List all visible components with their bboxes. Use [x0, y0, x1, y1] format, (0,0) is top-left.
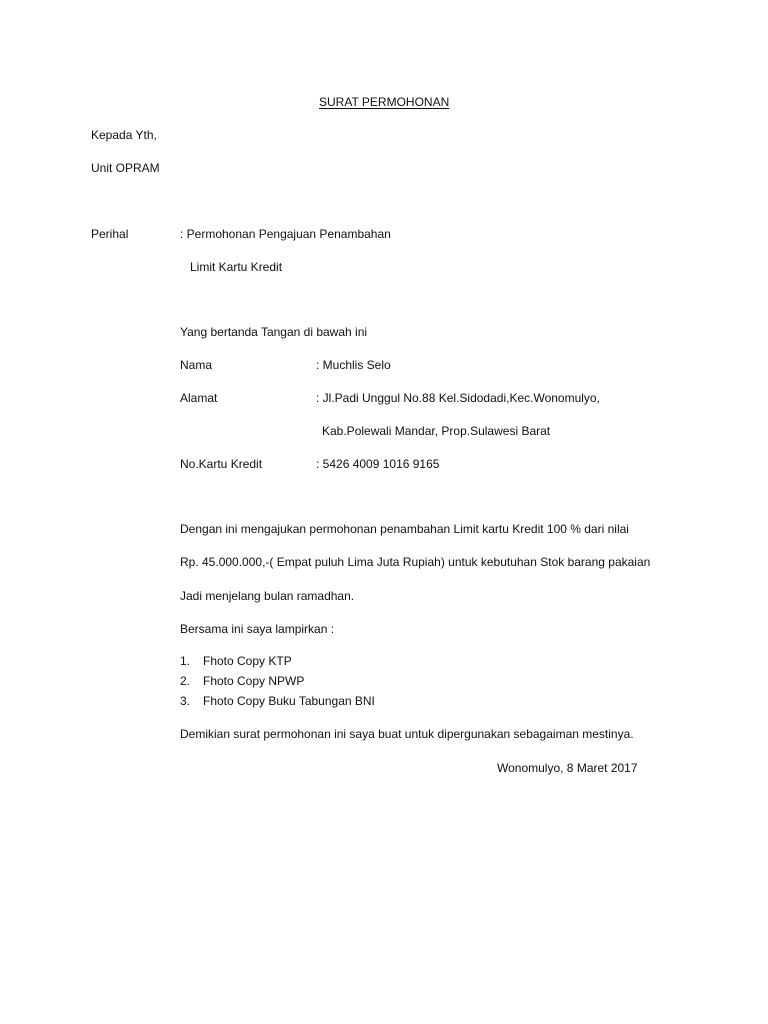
- closing-text: Demikian surat permohonan ini saya buat untuk dipergunakan sebagaiman mestinya.: [180, 727, 634, 741]
- place-date: Wonomulyo, 8 Maret 2017: [497, 761, 638, 775]
- body-line-1: Dengan ini mengajukan permohonan penambahan Limit kartu Kredit 100 % dari nilai: [180, 522, 629, 536]
- body-line-2: Rp. 45.000.000,-( Empat puluh Lima Juta Rupiah) untuk kebutuhan Stok barang pakaian: [180, 555, 651, 569]
- attachment-item: Fhoto Copy KTP: [203, 654, 292, 668]
- address-line-2: Kab.Polewali Mandar, Prop.Sulawesi Barat: [322, 424, 551, 438]
- attachments-intro: Bersama ini saya lampirkan :: [180, 622, 335, 636]
- attachment-number: 2.: [180, 674, 191, 688]
- name-label: Nama: [180, 358, 213, 372]
- card-number-label: No.Kartu Kredit: [180, 457, 263, 471]
- subject-line-1: : Permohonan Pengajuan Penambahan: [180, 227, 391, 241]
- recipient-unit: Unit OPRAM: [91, 161, 160, 175]
- body-line-3: Jadi menjelang bulan ramadhan.: [180, 589, 355, 603]
- address-label: Alamat: [180, 391, 218, 405]
- card-number-value: : 5426 4009 1016 9165: [316, 457, 440, 471]
- attachment-item: Fhoto Copy NPWP: [203, 674, 305, 688]
- attachment-item: Fhoto Copy Buku Tabungan BNI: [203, 694, 375, 708]
- address-line-1: : Jl.Padi Unggul No.88 Kel.Sidodadi,Kec.Wonomulyo,: [316, 391, 600, 405]
- attachment-number: 3.: [180, 694, 191, 708]
- letter-title: SURAT PERMOHONAN: [319, 95, 450, 109]
- name-value: : Muchlis Selo: [316, 358, 391, 372]
- subject-line-2: Limit Kartu Kredit: [190, 260, 283, 274]
- subject-label: Perihal: [91, 227, 129, 241]
- recipient-greeting: Kepada Yth,: [91, 128, 157, 142]
- intro-text: Yang bertanda Tangan di bawah ini: [180, 325, 368, 339]
- attachment-number: 1.: [180, 654, 191, 668]
